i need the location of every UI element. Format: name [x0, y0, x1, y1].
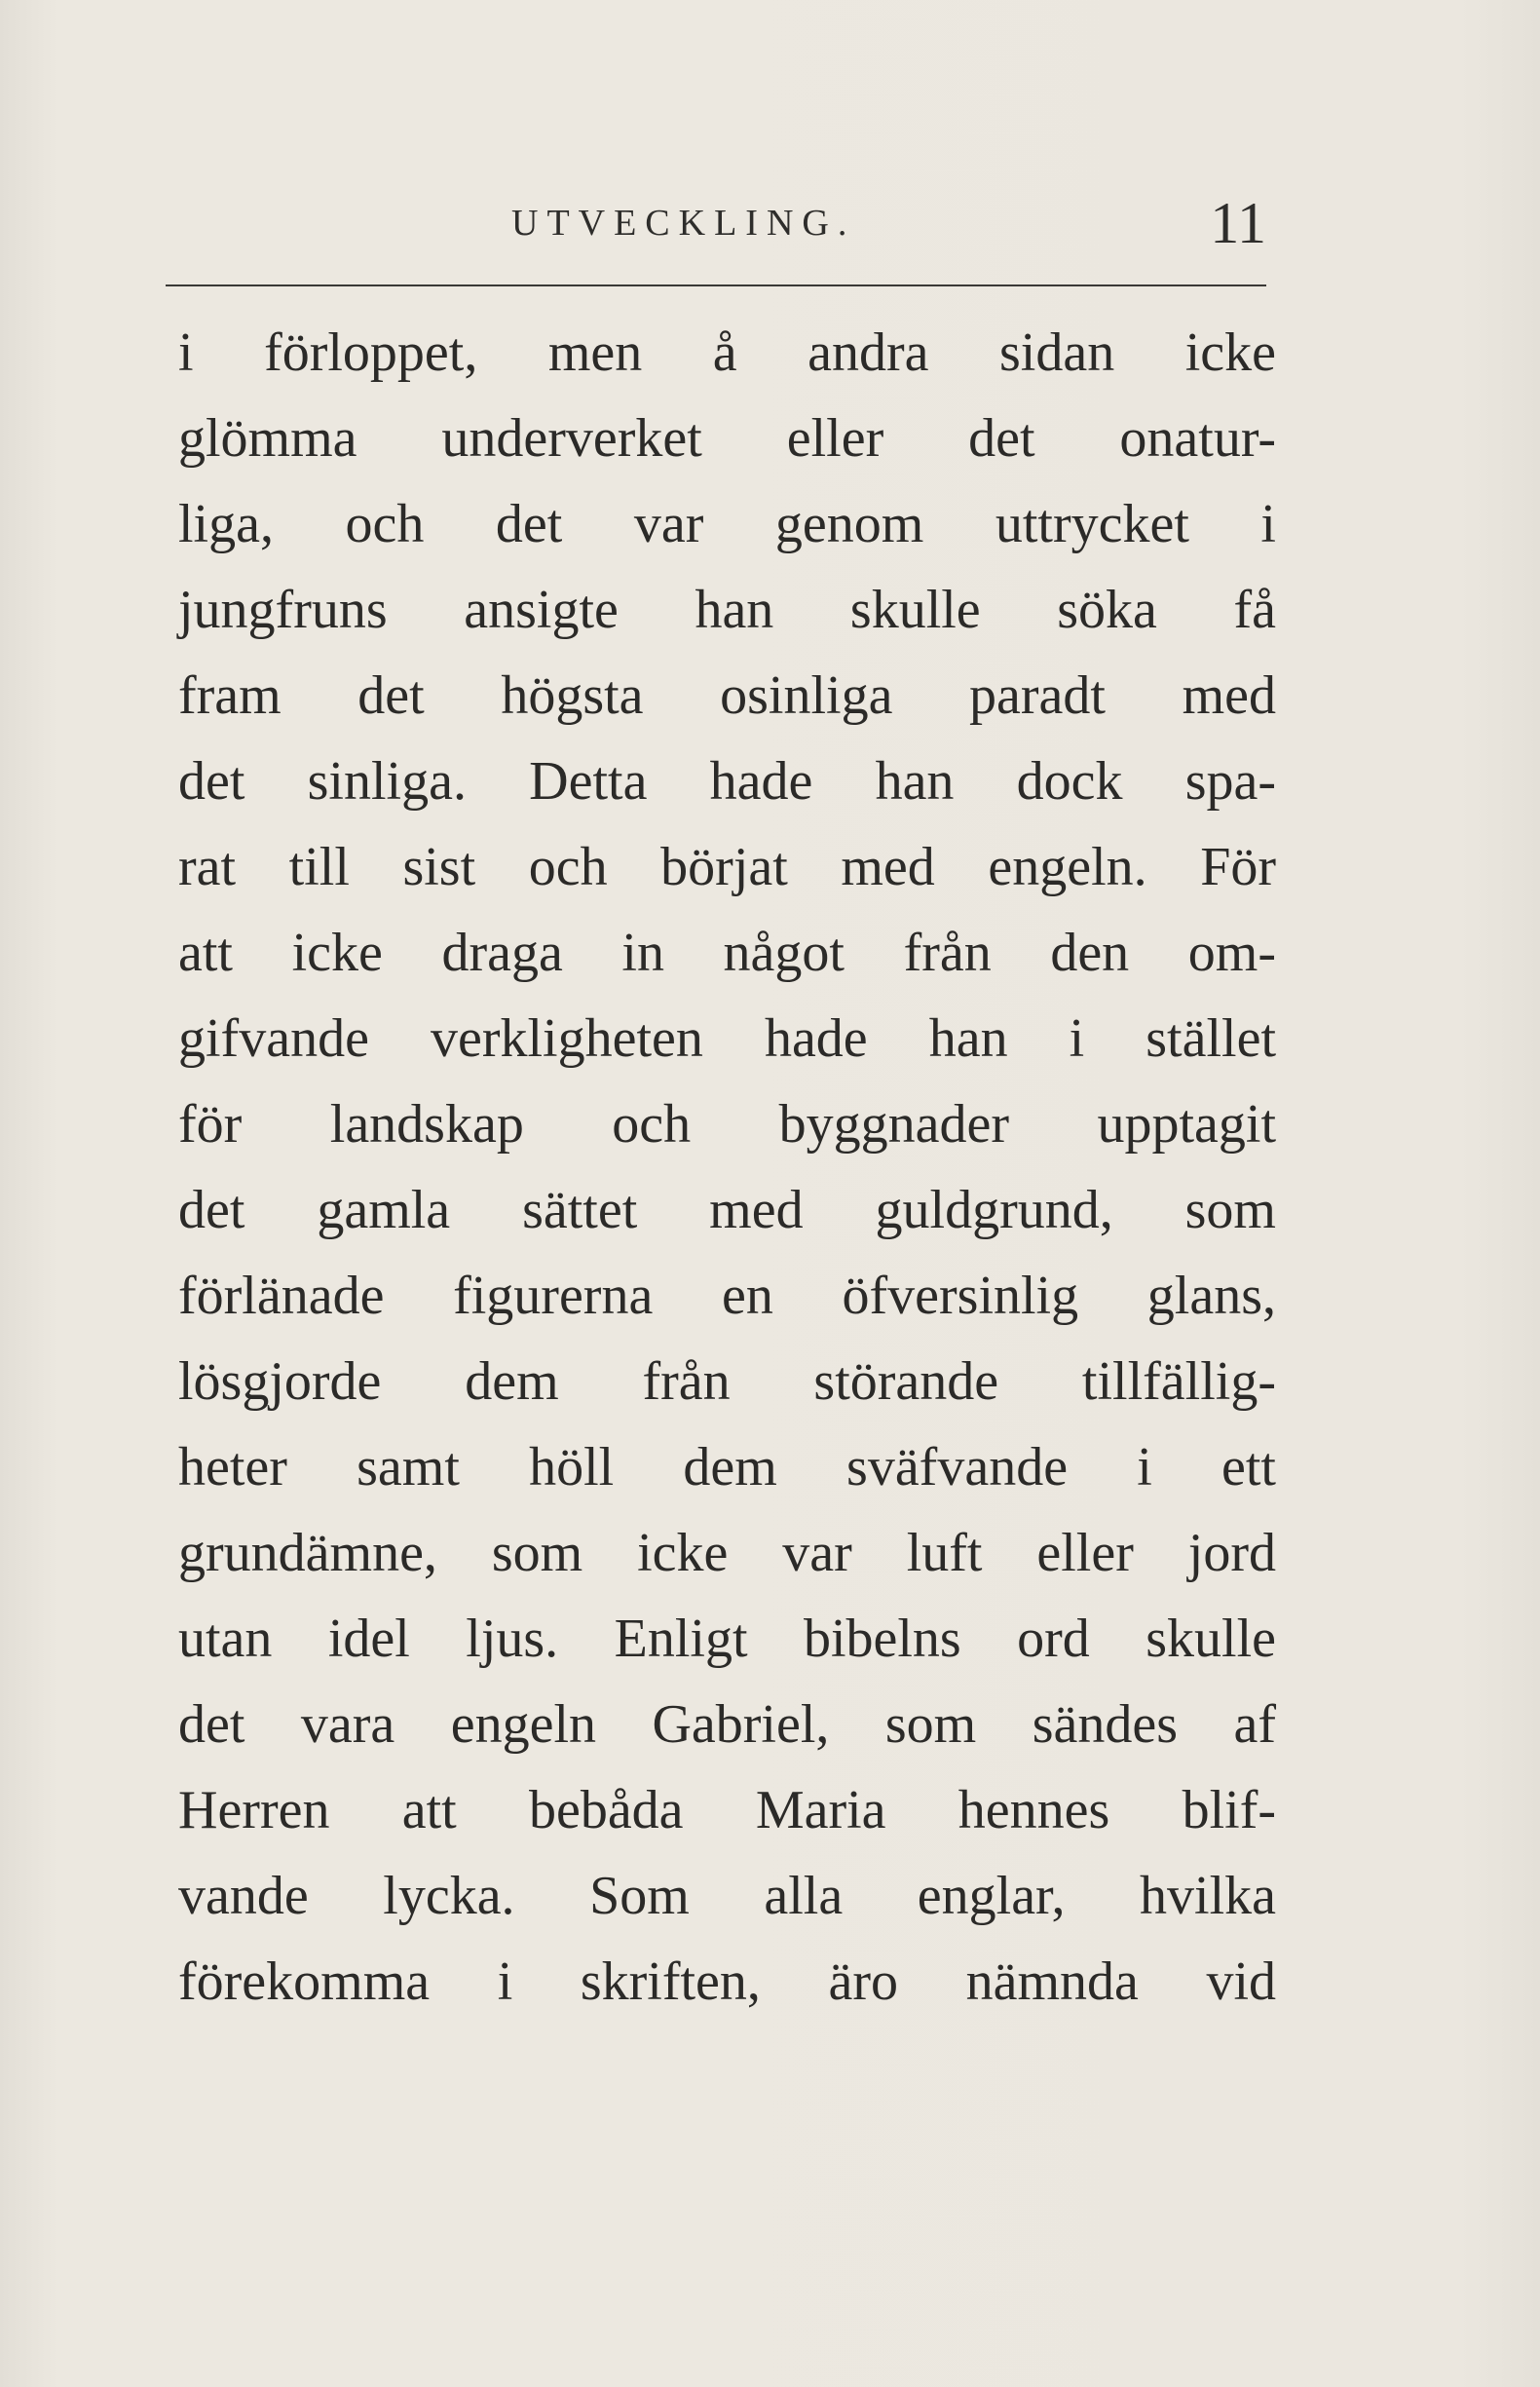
text-line: grundämne, som icke var luft eller jord: [178, 1523, 1276, 1583]
header-rule: [166, 284, 1266, 286]
text-line: heter samt höll dem sväfvande i ett: [178, 1437, 1276, 1497]
text-line: rat till sist och börjat med engeln. För: [178, 837, 1276, 897]
text-line: utan idel ljus. Enligt bibelns ord skulle: [178, 1609, 1276, 1669]
text-line: fram det högsta osinliga paradt med: [178, 665, 1276, 726]
text-line: det gamla sättet med guldgrund, som: [178, 1180, 1276, 1240]
text-line: glömma underverket eller det onatur-: [178, 408, 1276, 469]
text-line: i förloppet, men å andra sidan icke: [178, 322, 1276, 383]
body-text: [178, 310, 1276, 2025]
text-line: Herren att bebåda Maria hennes blif-: [178, 1780, 1276, 1840]
page-number: 11: [1210, 191, 1266, 255]
text-line: att icke draga in något från den om-: [178, 923, 1276, 983]
text-line: liga, och det var genom uttrycket i: [178, 494, 1276, 554]
text-line: för landskap och byggnader upptagit: [178, 1094, 1276, 1155]
text-line: gifvande verkligheten hade han i stället: [178, 1008, 1276, 1069]
text-line: lösgjorde dem från störande tillfällig-: [178, 1351, 1276, 1412]
text-line: förekomma i skriften, äro nämnda vid: [178, 1951, 1276, 2012]
page-header: [166, 190, 1266, 258]
text-line: jungfruns ansigte han skulle söka få: [178, 580, 1276, 640]
text-line: det vara engeln Gabriel, som sändes af: [178, 1694, 1276, 1755]
running-head: UTVECKLING.: [511, 203, 856, 244]
text-line: det sinliga. Detta hade han dock spa-: [178, 751, 1276, 812]
text-line: vande lycka. Som alla englar, hvilka: [178, 1866, 1276, 1926]
text-line: förlänade figurerna en öfversinlig glans,: [178, 1266, 1276, 1326]
